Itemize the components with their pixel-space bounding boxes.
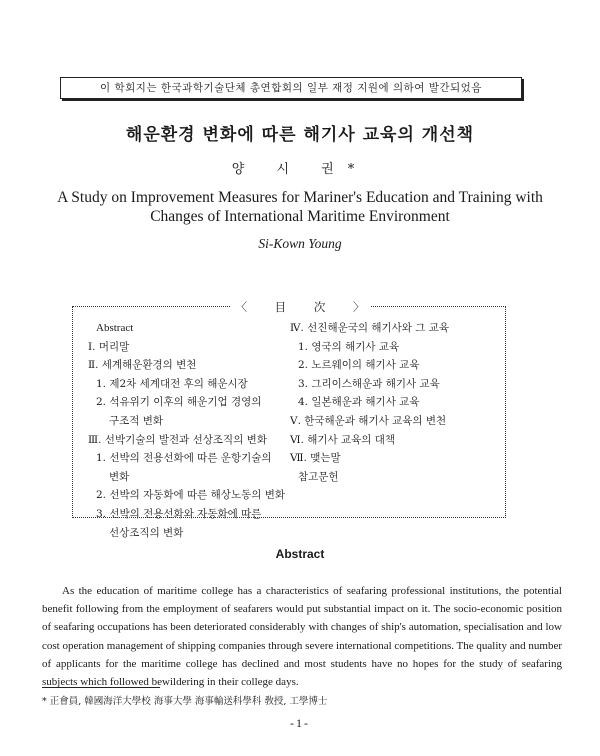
toc-item: Ⅳ. 선진해운국의 해기사와 그 교육 [290, 322, 450, 334]
abstract-heading: Abstract [275, 547, 325, 561]
title-english: A Study on Improvement Measures for Mariner's Education and Training with Changes of International Maritime Environment [57, 189, 543, 225]
toc-item: Ⅴ. 한국해운과 해기사 교육의 변천 [290, 414, 447, 427]
footnote-divider [42, 687, 160, 688]
toc-item: Ⅵ. 해기사 교육의 대책 [290, 433, 396, 446]
toc-item: Ⅱ. 세계해운환경의 변천 [88, 359, 197, 372]
toc-item: 1. 영국의 해기사 교육 [298, 340, 400, 353]
toc-heading-text: 〈 目 次 〉 [230, 300, 371, 314]
toc-item: 3. 그리이스해운과 해기사 교육 [298, 377, 440, 390]
author-korean: 양 시 권* [231, 162, 369, 177]
toc-item: 변화 [109, 470, 130, 483]
author-affiliation-footnote: * 正會員, 韓國海洋大學校 海事大學 海事輸送科學科 敎授, 工學博士 [42, 696, 328, 707]
toc-item: 1. 선박의 전용선화에 따른 운항기술의 [96, 452, 272, 465]
toc-item: Ⅰ. 머리말 [88, 340, 130, 353]
toc-item: Ⅲ. 선박기술의 발전과 선상조직의 변화 [88, 433, 267, 446]
toc-heading [0, 299, 600, 315]
toc-item: 2. 선박의 자동화에 따른 해상노동의 변화 [96, 489, 285, 502]
toc-item: 2. 노르웨이의 해기사 교육 [298, 359, 420, 372]
author-english: Si-Kown Young [258, 236, 342, 251]
toc-left-column [88, 319, 288, 542]
toc-item: 2. 석유위기 이후의 해운기업 경영의 [96, 396, 262, 409]
toc-item: 1. 제2차 세계대전 후의 해운시장 [96, 377, 248, 390]
abstract-body: As the education of maritime college has a characteristics of seafaring professional institutions, the potential benefit following from the employment of seafarers would put substantial impact on it. The socio-economic position of seafaring occupations has been deteriorated considerably with changes of ship's automation, specialisation and low cost operation management of shipping companies through severe international competitions. The quality and number of applicants for the maritime college has declined and most students have no hopes for the study of seafaring subjects which followed bewildering in their college days. [42, 585, 562, 689]
toc-item: 3. 선박의 전용선화와 자동화에 따른 [96, 507, 262, 520]
title-korean: 해운환경 변화에 따른 해기사 교육의 개선책 [125, 125, 475, 145]
toc-right-column [290, 319, 510, 486]
toc-item: 구조적 변화 [109, 414, 164, 427]
toc-item: 선상조직의 변화 [109, 526, 184, 539]
toc-item: Abstract [96, 322, 134, 334]
toc-item: Ⅶ. 맺는말 [290, 452, 341, 465]
toc-item: 4. 일본해운과 해기사 교육 [298, 396, 420, 409]
toc-item: 참고문헌 [298, 470, 339, 483]
funding-notice: 이 학회지는 한국과학기술단체 총연합회의 일부 재정 지원에 의하여 발간되었음 [60, 77, 522, 99]
page-number: -1- [290, 716, 310, 730]
